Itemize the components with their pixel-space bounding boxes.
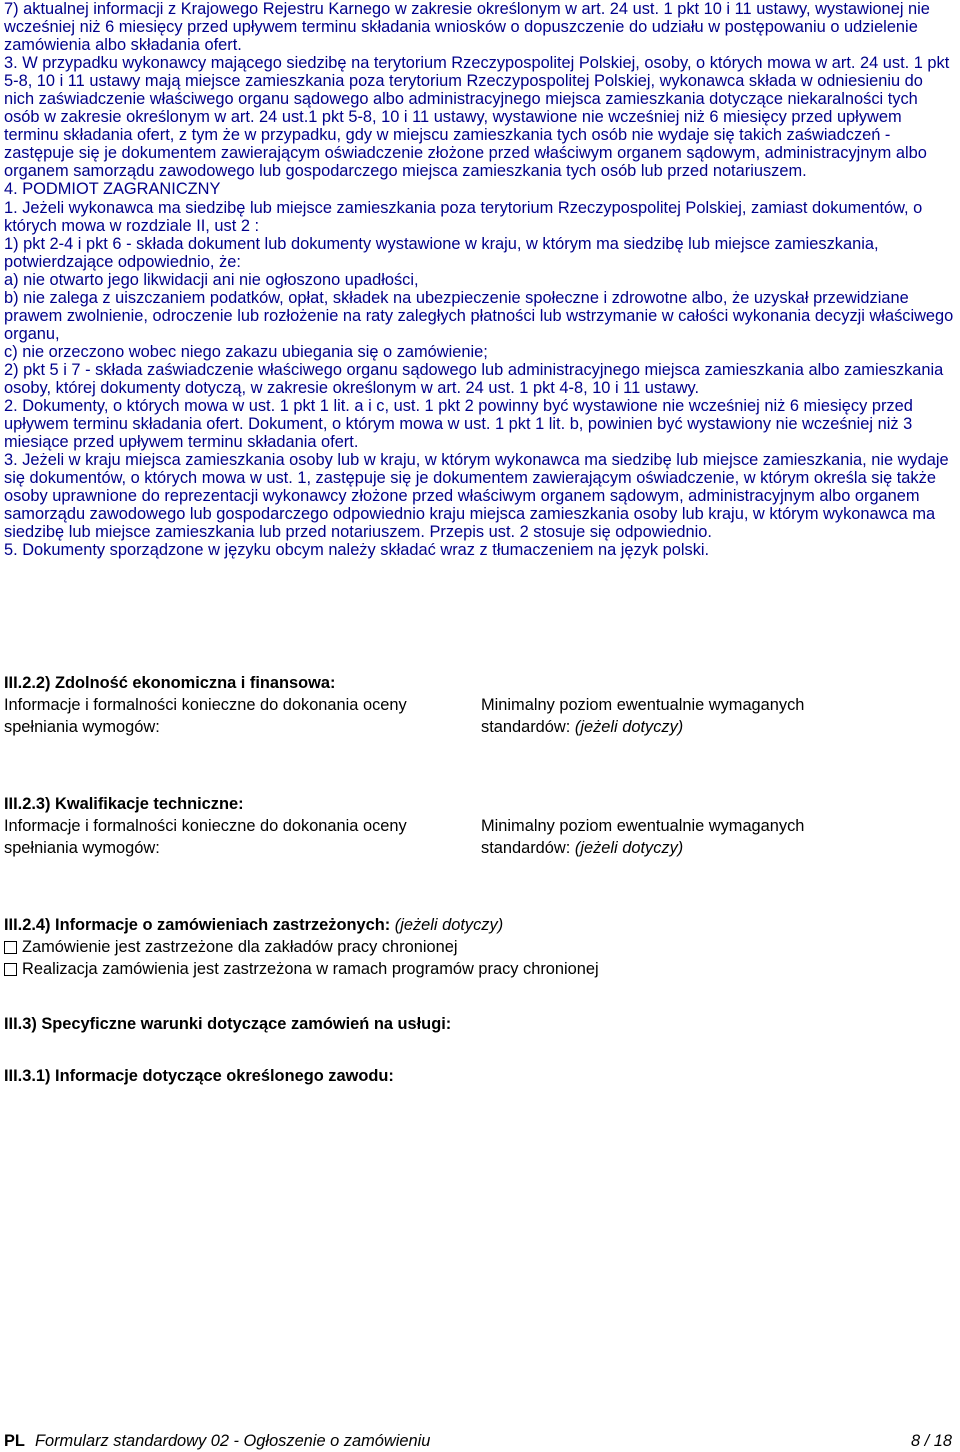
section-technical-right <box>481 815 901 859</box>
paragraph-foreign-1-1: 1) pkt 2-4 i pkt 6 - składa dokument lub dokumenty wystawione w kraju, w którym ma siedzibę lub miejsce zamieszkania, potwierdzające odpowiednio, że: <box>4 234 879 271</box>
footer-title: Formularz standardowy 02 - Ogłoszenie o zamówieniu <box>34 1432 431 1450</box>
right-line2-prefix: standardów: <box>481 839 571 857</box>
right-line2-prefix: standardów: <box>481 718 571 736</box>
section-technical <box>4 793 901 859</box>
footer-lang: PL <box>4 1432 25 1450</box>
section-reserved <box>4 914 599 980</box>
section-reserved-heading-italic: (jeżeli dotyczy) <box>394 916 504 934</box>
reserved-option-1-label: Zamówienie jest zastrzeżone dla zakładów pracy chronionej <box>22 938 458 956</box>
heading-foreign-entity: 4. PODMIOT ZAGRANICZNY <box>4 180 221 199</box>
paragraph-translation: 5. Dokumenty sporządzone w języku obcym należy składać wraz z tłumaczeniem na język polski. <box>4 541 710 560</box>
footer-left <box>4 1430 430 1452</box>
footer-page-number: 8 / 18 <box>910 1432 952 1450</box>
paragraph-substitute: 3. Jeżeli w kraju miejsca zamieszkania osoby lub w kraju, w którym wykonawca ma siedzibę lub miejsce zamieszkania, nie wydaje się dokumentów, o których mowa w ust. 1, zastępuje się je dokumentem zawierającym oświadczenie, w którym określa się także osoby uprawnione do reprezentacji wykonawcy złożone przed właściwym organem sądowym, administracyjnym albo organem samorządu zawodowego lub gospodarczego odpowiednio kraju miejsca zamieszkania osoby lub kraju, w którym wykonawca ma siedzibę lub miejsce zamieszkania lub przed notariuszem. Przepis ust. 2 stosuje się odpowiednio. <box>4 451 949 542</box>
section-economic <box>4 672 901 738</box>
paragraph-krk: 7) aktualnej informacji z Krajowego Rejestru Karnego w zakresie określonym w art. 24 ust. 1 pkt 10 i 11 ustawy, wystawionej nie wcześniej niż 6 miesięcy przed upływem terminu składania wniosków o dopuszczenie do udziału w postępowaniu o udzielenie zamówienia albo składania ofert. <box>4 0 930 55</box>
blue-text-block <box>4 0 956 559</box>
paragraph-3-residence: 3. W przypadku wykonawcy mającego siedzibę na terytorium Rzeczypospolitej Polskiej, osoby, o których mowa w art. 24 ust. 1 pkt 5-8, 10 i 11 ustawy mają miejsce zamieszkania poza terytorium Rzeczypospolitej Polskiej, wykonawca składa w odniesieniu do nich zaświadczenie właściwego organu sądowego albo administracyjnego miejsca zamieszkania dotyczące niekaralności tych osób w zakresie określonym w art. 24 ust.1 pkt 5-8, 10 i 11 ustawy, wystawione nie wcześniej niż 6 miesięcy przed upływem terminu składania ofert, z tym że w przypadku, gdy w miejscu zamieszkania tych osób nie wydaje się takich zaświadczeń - zastępuje się je dokumentem zawierającym oświadczenie złożone przed właściwym organem sądowym, administracyjnym albo organem samorządu zawodowego lub gospodarczego miejsca zamieszkania tych osób lub przed notariuszem. <box>4 54 950 181</box>
checkbox-icon[interactable] <box>4 941 17 954</box>
paragraph-dates: 2. Dokumenty, o których mowa w ust. 1 pkt 1 lit. a i c, ust. 1 pkt 2 powinny być wystawione nie wcześniej niż 6 miesięcy przed upływem terminu składania ofert. Dokument, o którym mowa w ust. 1 pkt 1 lit. b, powinien być wystawiony nie wcześniej niż 3 miesiące przed upływem terminu składania ofert. <box>4 397 913 452</box>
paragraph-foreign-2: 2) pkt 5 i 7 - składa zaświadczenie właściwego organu sądowego lub administracyjnego miejsca zamieszkania albo zamieszkania osoby, której dokumenty dotyczą, w zakresie określonym w art. 24 ust. 1 pkt 4-8, 10 i 11 ustawy. <box>4 360 944 397</box>
section-technical-columns <box>4 815 901 859</box>
left-line2: spełniania wymogów: <box>4 839 160 857</box>
checkbox-icon[interactable] <box>4 963 17 976</box>
left-line1: Informacje i formalności konieczne do dokonania oceny <box>4 696 407 714</box>
paragraph-foreign-b: b) nie zalega z uiszczaniem podatków, opłat, składek na ubezpieczenie społeczne i zdrowotne albo, że uzyskał przewidziane prawem zwolnienie, odroczenie lub rozłożenie na raty zaległych płatności lub wstrzymanie w całości wykonania decyzji właściwego organu, <box>4 288 954 343</box>
left-line1: Informacje i formalności konieczne do dokonania oceny <box>4 817 407 835</box>
reserved-option-2-label: Realizacja zamówienia jest zastrzeżona w ramach programów pracy chronionej <box>22 960 599 978</box>
page-footer <box>4 1430 952 1452</box>
section-economic-right <box>481 694 901 738</box>
section-reserved-heading-row <box>4 914 599 936</box>
right-line1: Minimalny poziom ewentualnie wymaganych <box>481 696 805 714</box>
right-line2-italic: (jeżeli dotyczy) <box>574 839 684 857</box>
section-services-heading: III.3) Specyficzne warunki dotyczące zamówień na usługi: <box>4 1015 452 1033</box>
section-economic-columns <box>4 694 901 738</box>
reserved-option-2[interactable] <box>4 958 599 980</box>
right-line2 <box>481 837 901 859</box>
section-economic-heading: III.2.2) Zdolność ekonomiczna i finansowa: <box>4 674 336 692</box>
section-reserved-heading: III.2.4) Informacje o zamówieniach zastrzeżonych: <box>4 916 391 934</box>
right-line2-italic: (jeżeli dotyczy) <box>574 718 684 736</box>
paragraph-foreign-a: a) nie otwarto jego likwidacji ani nie ogłoszono upadłości, <box>4 270 419 289</box>
right-line2 <box>481 716 901 738</box>
left-line2: spełniania wymogów: <box>4 718 160 736</box>
section-technical-left <box>4 815 481 859</box>
section-profession-heading: III.3.1) Informacje dotyczące określonego zawodu: <box>4 1067 394 1085</box>
section-economic-left <box>4 694 481 738</box>
section-technical-heading: III.2.3) Kwalifikacje techniczne: <box>4 795 244 813</box>
right-line1: Minimalny poziom ewentualnie wymaganych <box>481 817 805 835</box>
paragraph-foreign-1: 1. Jeżeli wykonawca ma siedzibę lub miejsce zamieszkania poza terytorium Rzeczypospolitej Polskiej, zamiast dokumentów, o których mowa w rozdziale II, ust 2 : <box>4 198 923 235</box>
paragraph-foreign-c: c) nie orzeczono wobec niego zakazu ubiegania się o zamówienie; <box>4 342 488 361</box>
reserved-option-1[interactable] <box>4 936 599 958</box>
